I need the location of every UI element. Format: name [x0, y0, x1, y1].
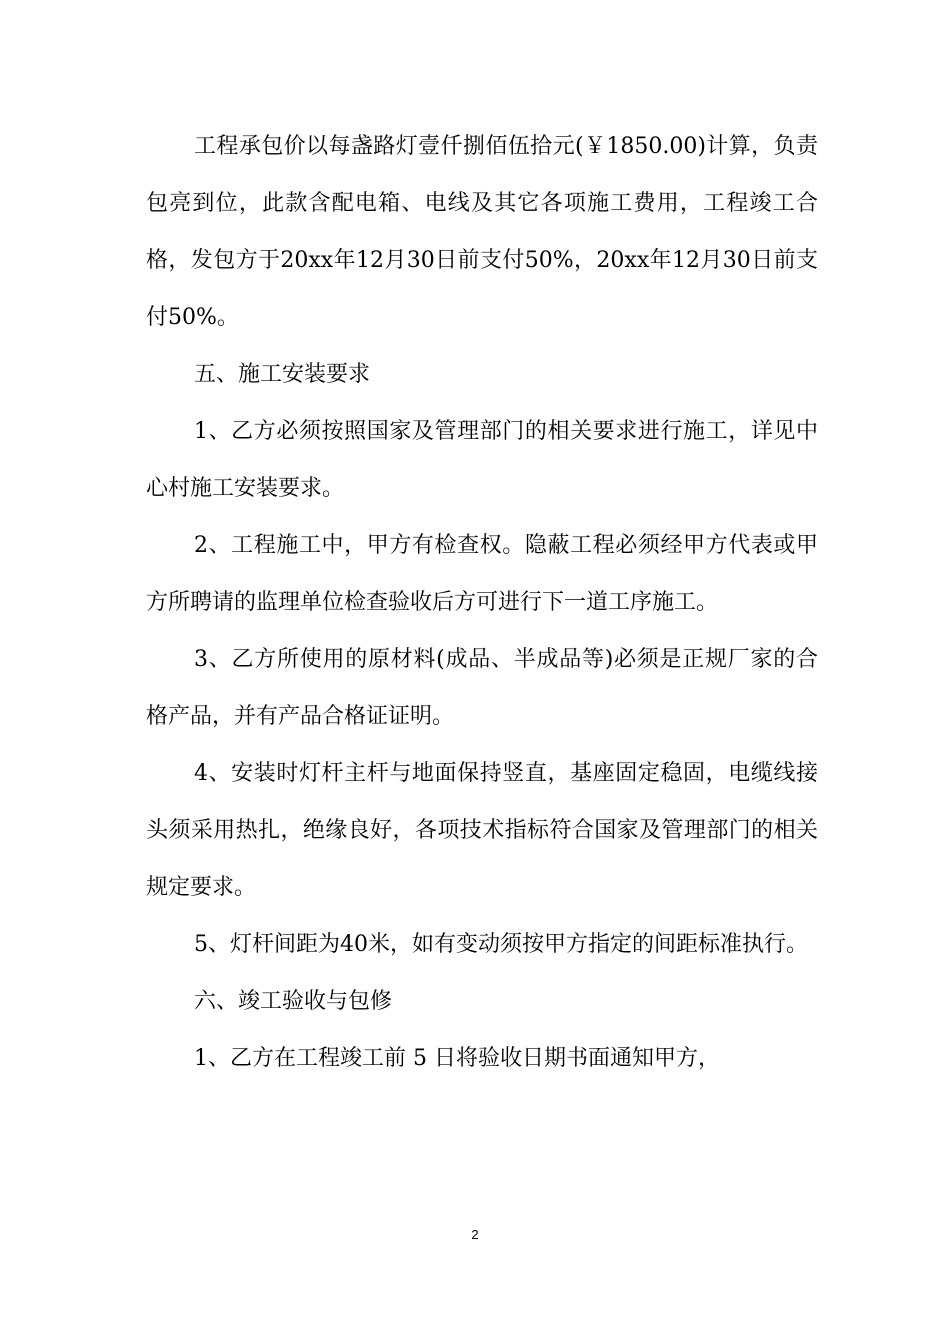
page-number: 2	[471, 1227, 479, 1242]
paragraph-contract-price: 工程承包价以每盏路灯壹仟捌佰伍拾元(￥1850.00)计算，负责包亮到位，此款含配电箱、电线及其它各项施工费用，工程竣工合格，发包方于20xx年12月30日前支付50%，20xx年12月30日前支付50%。	[146, 134, 818, 330]
section-heading-installation: 五、施工安装要求	[194, 362, 371, 387]
paragraph-item-5: 5、灯杆间距为40米，如有变动须按甲方指定的间距标准执行。	[194, 932, 808, 957]
section-heading-acceptance: 六、竣工验收与包修	[194, 989, 393, 1014]
paragraph-acceptance-item-1: 1、乙方在工程竣工前 5 日将验收日期书面通知甲方，	[194, 1046, 720, 1071]
paragraph-item-3: 3、乙方所使用的原材料(成品、半成品等)必须是正规厂家的合格产品，并有产品合格证证明。	[146, 647, 818, 729]
paragraph-item-1: 1、乙方必须按照国家及管理部门的相关要求进行施工，详见中心村施工安装要求。	[146, 419, 818, 501]
paragraph-item-2: 2、工程施工中，甲方有检查权。隐蔽工程必须经甲方代表或甲方所聘请的监理单位检查验收后方可进行下一道工序施工。	[146, 533, 818, 615]
document-body	[146, 118, 818, 1087]
paragraph-item-4: 4、安装时灯杆主杆与地面保持竖直，基座固定稳固，电缆线接头须采用热扎，绝缘良好，各项技术指标符合国家及管理部门的相关规定要求。	[146, 761, 818, 900]
